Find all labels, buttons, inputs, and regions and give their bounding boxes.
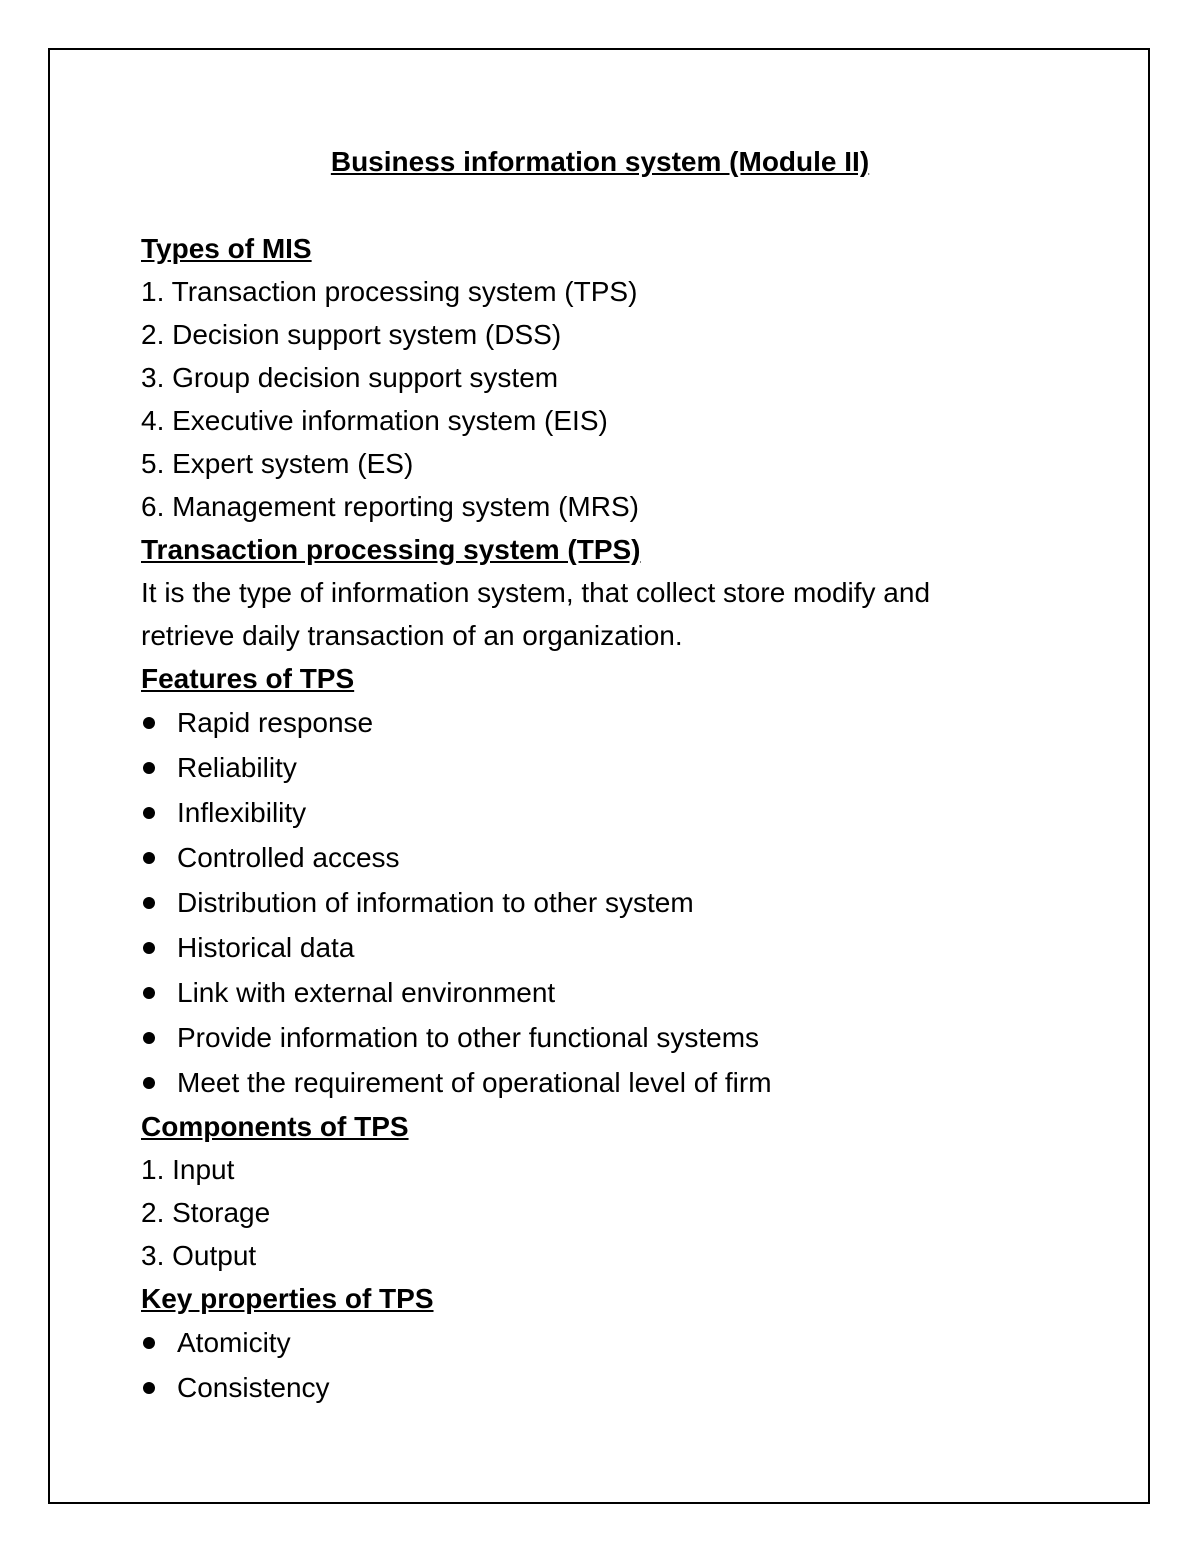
key-properties-list [141,1320,1101,1410]
heading-key-properties-of-tps: Key properties of TPS [141,1283,434,1314]
list-item: 2. Storage [141,1197,271,1228]
bullet-icon [143,1077,155,1089]
bullet-icon [143,942,155,954]
list-item [141,970,1101,1015]
list-item: 1. Input [141,1154,235,1185]
bullet-icon [143,717,155,729]
list-item-text: Distribution of information to other system [177,887,694,918]
list-item-text: Controlled access [177,842,400,873]
list-item: 1. Transaction processing system (TPS) [141,276,638,307]
list-item-text: Consistency [177,1372,330,1403]
list-item [141,1365,1101,1410]
list-item: 2. Decision support system (DSS) [141,319,562,350]
list-item [141,880,1101,925]
bullet-icon [143,987,155,999]
bullet-icon [143,1382,155,1394]
list-item [141,1060,1101,1105]
list-item [141,745,1101,790]
document-body [141,140,1101,1410]
list-item: 5. Expert system (ES) [141,448,414,479]
list-item: 4. Executive information system (EIS) [141,405,608,436]
bullet-icon [143,897,155,909]
bullet-icon [143,1032,155,1044]
list-item-text: Historical data [177,932,355,963]
bullet-icon [143,852,155,864]
components-list [141,1148,1101,1277]
list-item [141,700,1101,745]
list-item: 3. Group decision support system [141,362,559,393]
heading-tps: Transaction processing system (TPS) [141,534,641,565]
list-item [141,790,1101,835]
list-item-text: Inflexibility [177,797,307,828]
list-item-text: Meet the requirement of operational level of firm [177,1067,772,1098]
tps-description: It is the type of information system, that collect store modify and retrieve daily transaction of an organization. [141,577,931,651]
list-item: 6. Management reporting system (MRS) [141,491,639,522]
list-item-text: Link with external environment [177,977,556,1008]
list-item-text: Rapid response [177,707,374,738]
list-item-text: Atomicity [177,1327,291,1358]
list-item [141,1015,1101,1060]
features-list [141,700,1101,1105]
list-item [141,835,1101,880]
heading-types-of-mis: Types of MIS [141,233,312,264]
document-title: Business information system (Module II) [330,146,870,177]
list-item [141,925,1101,970]
bullet-icon [143,807,155,819]
bullet-icon [143,762,155,774]
list-item-text: Reliability [177,752,297,783]
types-list [141,270,1101,528]
heading-features-of-tps: Features of TPS [141,663,355,694]
heading-components-of-tps: Components of TPS [141,1111,409,1142]
list-item: 3. Output [141,1240,257,1271]
bullet-icon [143,1337,155,1349]
list-item-text: Provide information to other functional systems [177,1022,760,1053]
list-item [141,1320,1101,1365]
